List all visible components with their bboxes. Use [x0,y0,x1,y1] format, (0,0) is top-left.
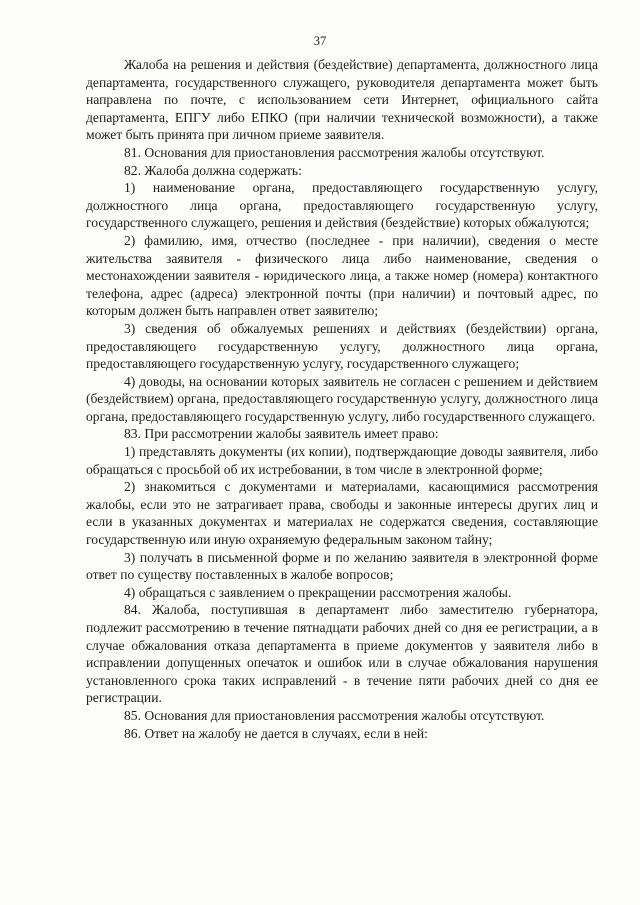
paragraph-81: 81. Основания для приостановления рассмотрения жалобы отсутствуют. [124,144,545,160]
paragraph-83-item-4: 4) обращаться с заявлением о прекращении рассмотрения жалобы. [124,584,512,600]
paragraph-82-item-1: 1) наименование органа, предоставляющего государственную услугу, должностного лица органа, предоставляющего государственную услугу, государственного служащего, решения и действия (бездействие) которых обжалуются; [86,180,598,231]
page-number: 37 [313,34,327,48]
paragraph-82-item-3: 3) сведения об обжалуемых решениях и действиях (бездействии) органа, предоставляющего государственную услугу, должностного лица органа, предоставляющего государственную услугу, государственного служащего; [86,320,598,372]
paragraph-84: 84. Жалоба, поступившая в департамент либо заместителю губернатора, подлежит рассмотрению в течение пятнадцати рабочих дней со дня ее регистрации, а в случае обжалования отказа департамента в приеме документов у заявителя либо в исправлении допущенных опечаток и ошибок или в случае обжалования нарушения установленного срока таких исправлений - в течение пяти рабочих дней со дня ее регистрации. [86,602,598,706]
paragraph-82-item-2: 2) фамилию, имя, отчество (последнее - при наличии), сведения о месте жительства заявителя - физического лица либо наименование, сведения о местонахождении заявителя - юридического лица, а также номер (номера) контактного телефона, адрес (адреса) электронной почты (при наличии) и почтовый адрес, по которым должен быть направлен ответ заявителю; [86,232,598,319]
paragraph-83-item-2: 2) знакомиться с документами и материалами, касающимися рассмотрения жалобы, если это не затрагивает права, свободы и законные интересы других лиц и если в указанных документах и материалах не содержатся сведения, составляющие государственную или иную охраняемую федеральным законом тайну; [86,479,598,548]
paragraph-82: 82. Жалоба должна содержать: [124,162,302,178]
paragraph-85: 85. Основания для приостановления рассмотрения жалобы отсутствуют. [124,707,545,723]
paragraph-83-item-1: 1) представлять документы (их копии), подтверждающие доводы заявителя, либо обращаться с просьбой об их истребовании, в том числе в электронной форме; [86,444,598,477]
paragraph-83-item-3: 3) получать в письменной форме и по желанию заявителя в электронной форме ответ по существу поставленных в жалобе вопросов; [86,549,598,583]
body-text [86,56,598,742]
paragraph-86: 86. Ответ на жалобу не дается в случаях, если в ней: [124,725,428,741]
paragraph-82-item-4: 4) доводы, на основании которых заявитель не согласен с решением и действием (бездействием) органа, предоставляющего государственную услугу, должностного лица органа, предоставляющего государственную услугу, либо государственного служащего. [86,373,598,424]
paragraph-intro: Жалоба на решения и действия (бездействие) департамента, должностного лица департамента, государственного служащего, руководителя департамента может быть направлена по почте, с использованием сети Интернет, официального сайта департамента, ЕПГУ либо ЕПКО (при наличии технической возможности), а также может быть принята при личном приеме заявителя. [86,57,598,143]
paragraph-83: 83. При рассмотрении жалобы заявитель имеет право: [124,426,439,442]
